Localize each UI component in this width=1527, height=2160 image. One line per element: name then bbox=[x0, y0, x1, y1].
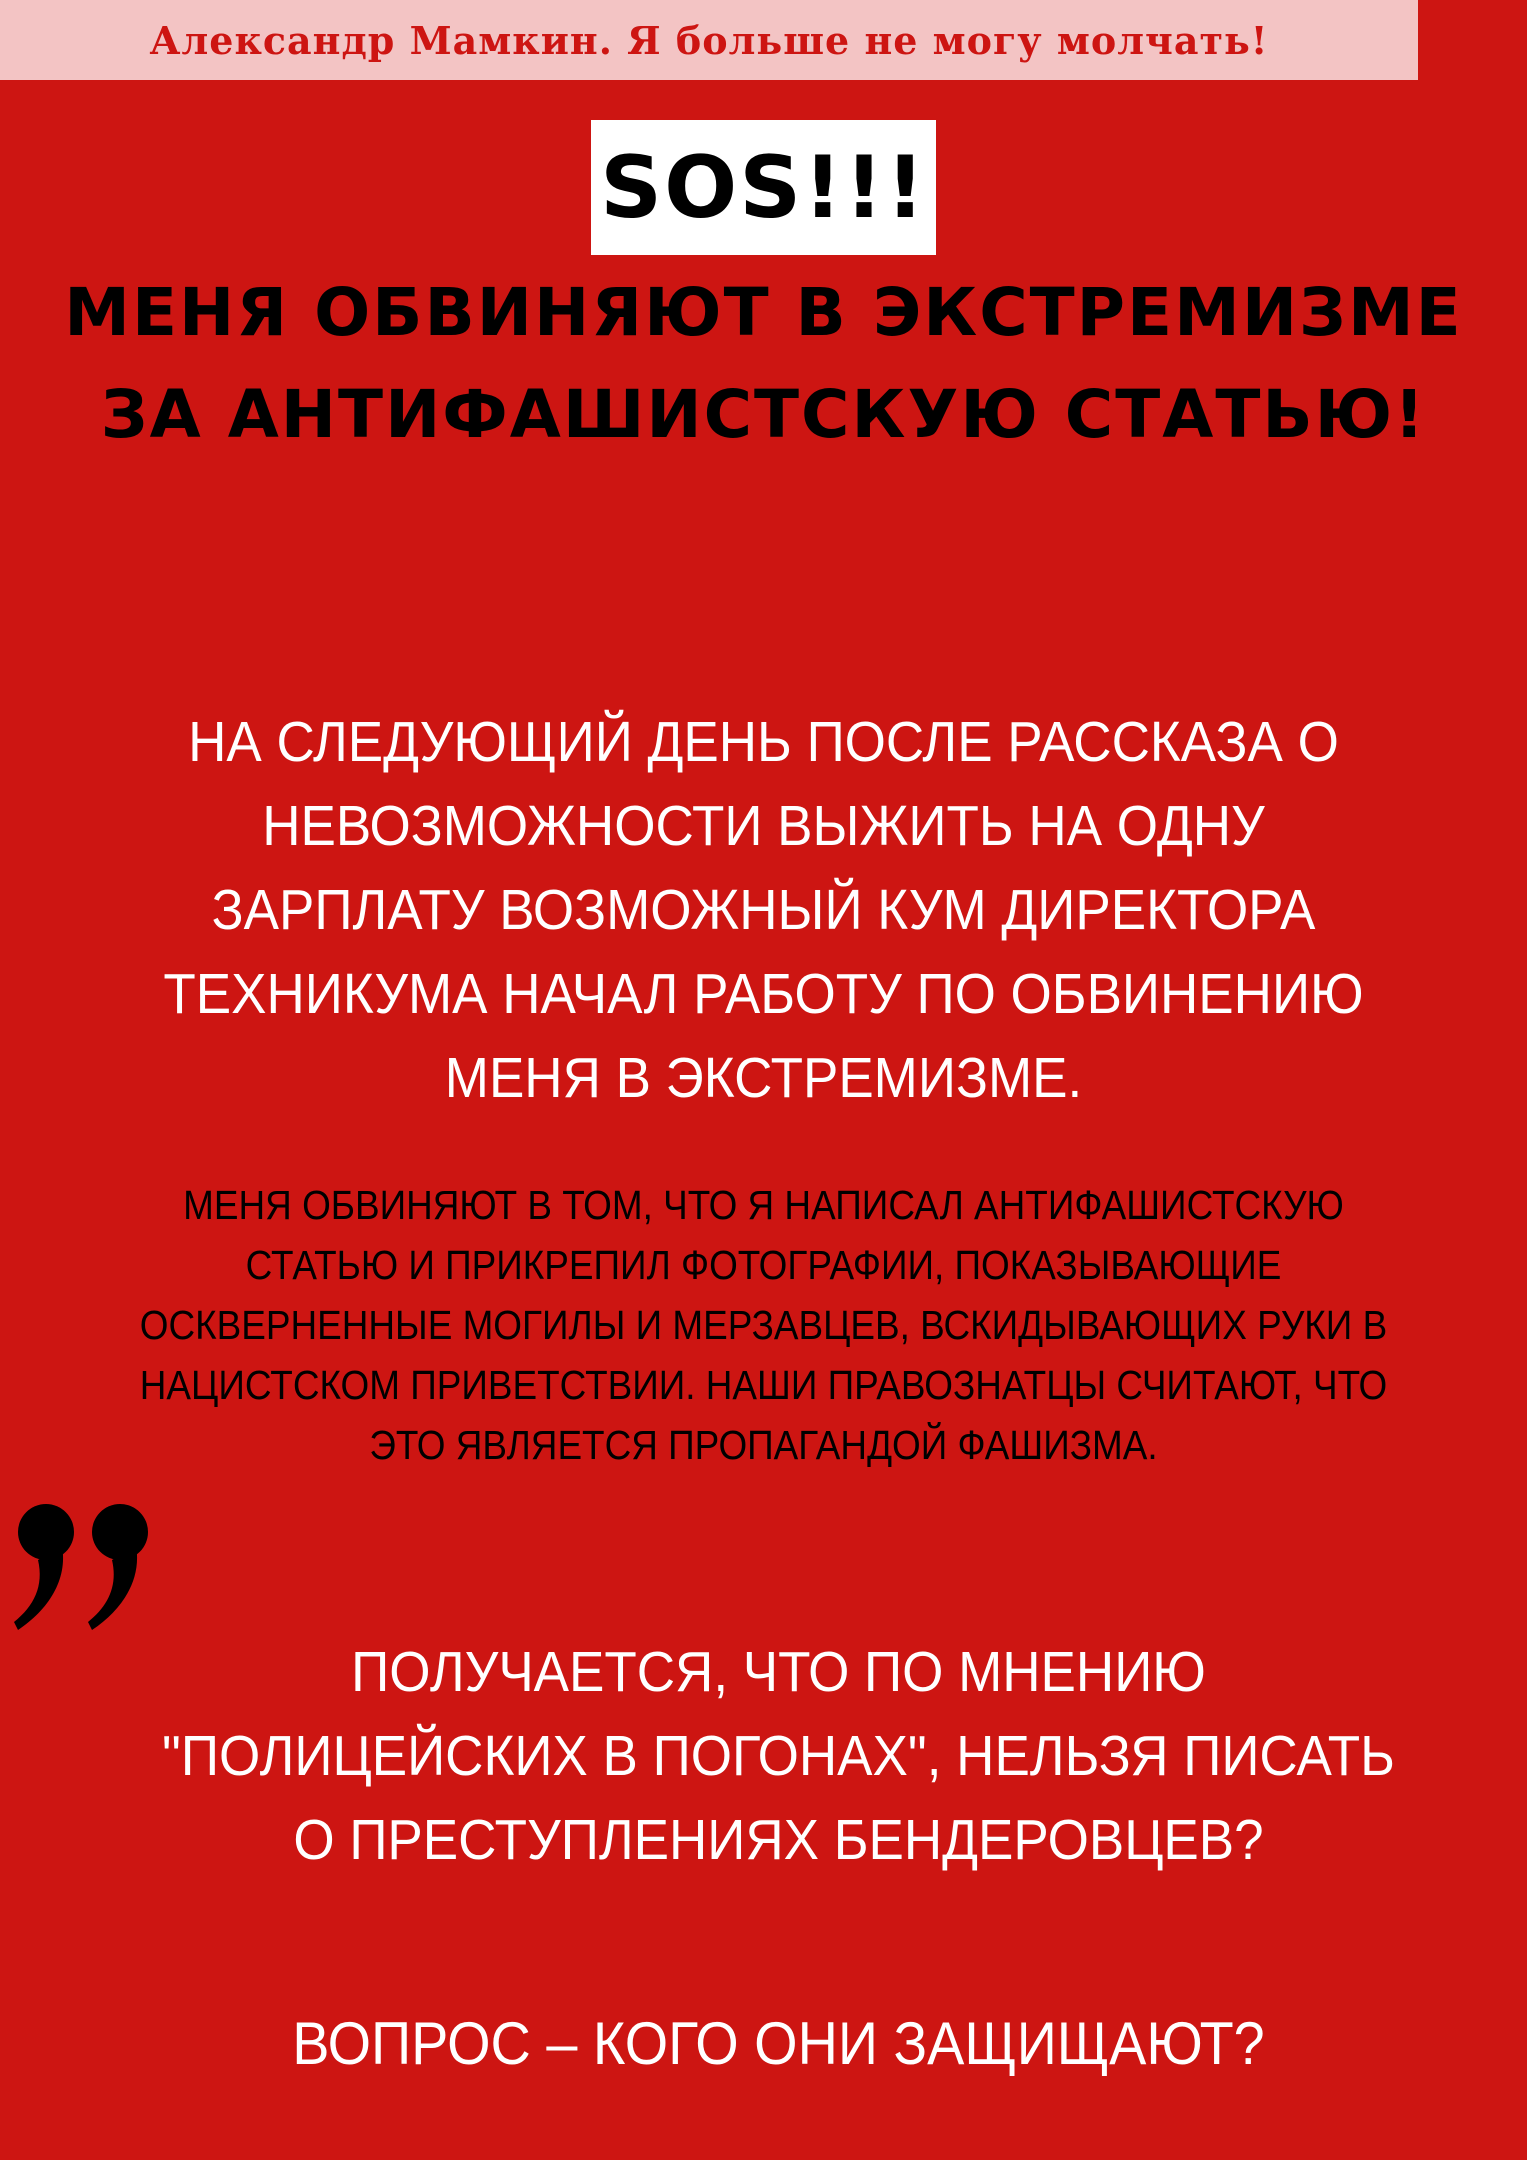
paragraph-intro: НА СЛЕДУЮЩИЙ ДЕНЬ ПОСЛЕ РАССКАЗА О НЕВОЗМОЖНОСТИ ВЫЖИТЬ НА ОДНУ ЗАРПЛАТУ ВОЗМОЖНЫЙ КУМ ДИРЕКТОРА ТЕХНИКУМА НАЧАЛ РАБОТУ ПО ОБВИНЕНИЮ МЕНЯ В ЭКСТРЕМИЗМЕ. bbox=[163, 710, 1364, 1110]
headline: МЕНЯ ОБВИНЯЮТ В ЭКСТРЕМИЗМЕ ЗА АНТИФАШИСТСКУЮ СТАТЬЮ! bbox=[64, 274, 1463, 453]
header-title: Александр Мамкин. Я больше не могу молчать! bbox=[149, 17, 1269, 63]
paragraph-accusation: МЕНЯ ОБВИНЯЮТ В ТОМ, ЧТО Я НАПИСАЛ АНТИФАШИСТСКУЮ СТАТЬЮ И ПРИКРЕПИЛ ФОТОГРАФИИ, ПОКАЗЫВАЮЩИЕ ОСКВЕРНЕННЫЕ МОГИЛЫ И МЕРЗАВЦЕВ, ВСКИДЫВАЮЩИХ РУКИ В НАЦИСТСКОМ ПРИВЕТСТВИИ. НАШИ ПРАВОЗНАТЦЫ СЧИТАЮТ, ЧТО ЭТО ЯВЛЯЕТСЯ ПРОПАГАНДОЙ ФАШИЗМА. bbox=[139, 1182, 1388, 1468]
sos-box bbox=[591, 120, 936, 255]
closing-quote-icon bbox=[8, 1490, 168, 1650]
paragraph-final-question: ВОПРОС – КОГО ОНИ ЗАЩИЩАЮТ? bbox=[292, 2010, 1265, 2077]
sos-label: SOS!!! bbox=[600, 137, 927, 238]
header-band bbox=[0, 0, 1418, 80]
paragraph-question: ПОЛУЧАЕТСЯ, ЧТО ПО МНЕНИЮ "ПОЛИЦЕЙСКИХ В ПОГОНАХ", НЕЛЬЗЯ ПИСАТЬ О ПРЕСТУПЛЕНИЯХ БЕНДЕРОВЦЕВ? bbox=[162, 1640, 1395, 1872]
